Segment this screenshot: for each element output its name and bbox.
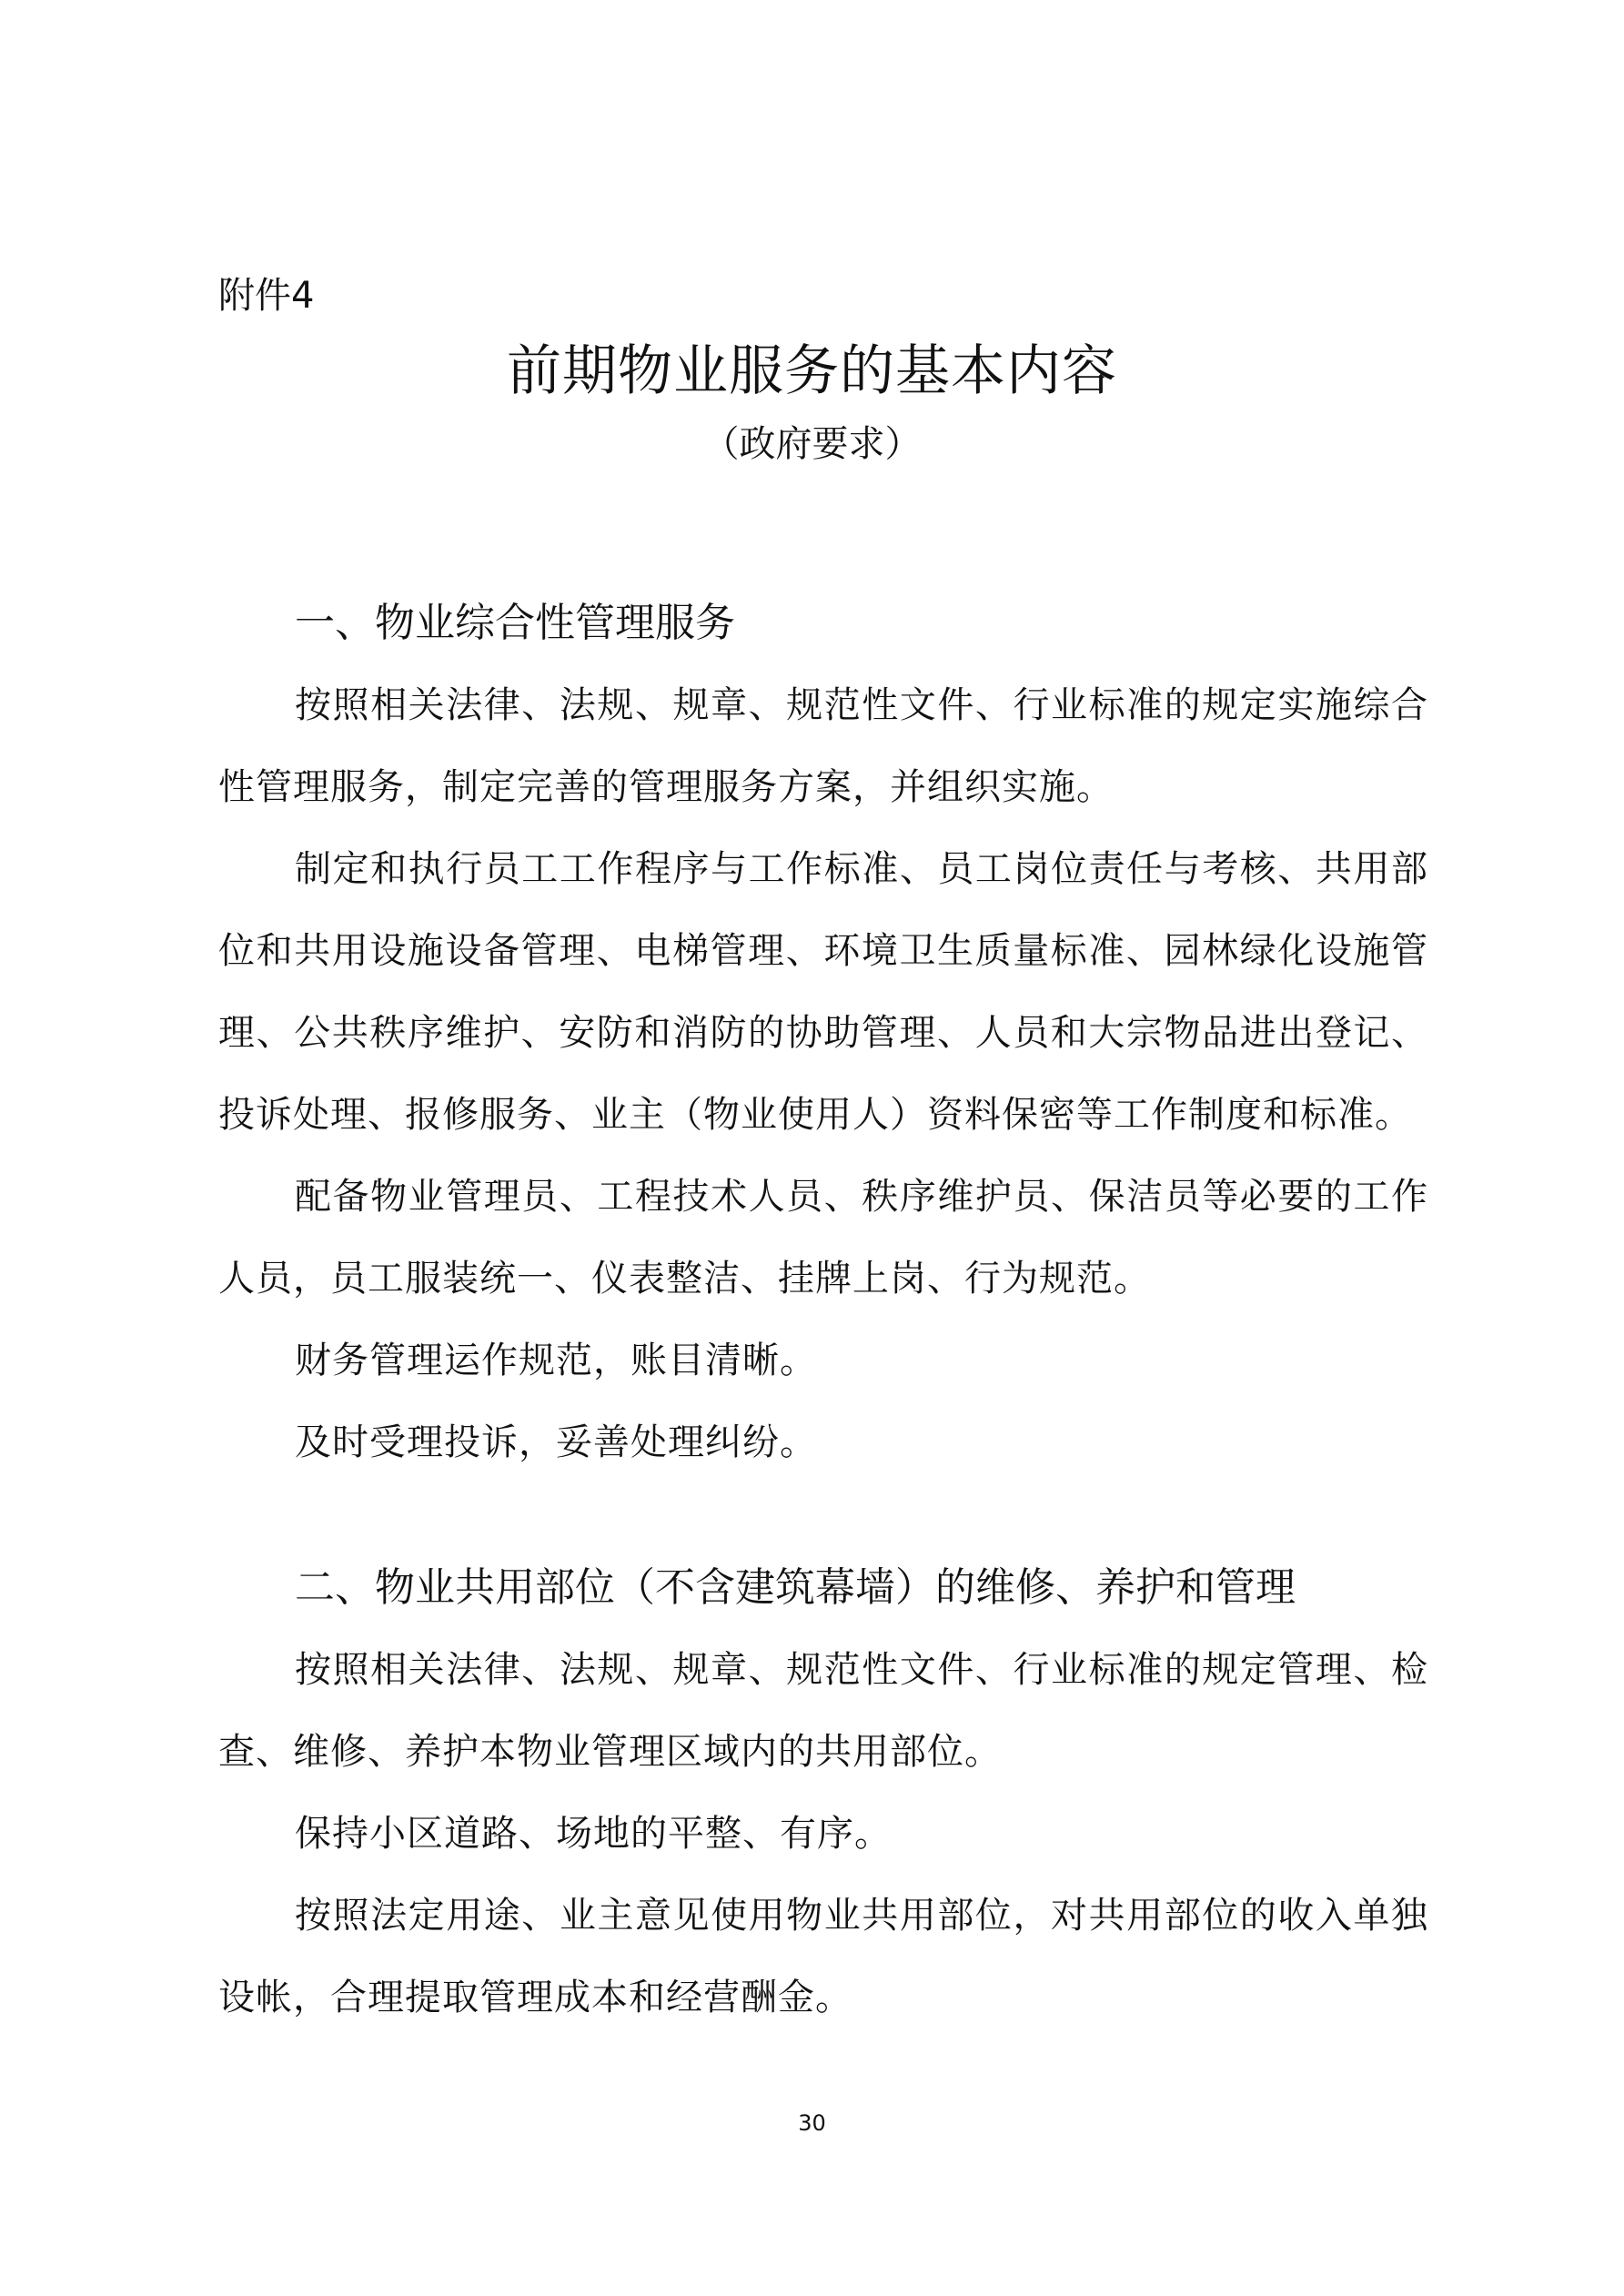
- document-subtitle: （政府要求）: [702, 423, 922, 465]
- section-1-paragraph: 按照相关法律、法规、规章、规范性文件、行业标准的规定实施综合性管理服务，制定完善的管理服务方案，并组织实施。: [218, 684, 1428, 808]
- section-1-paragraph: 财务管理运作规范，账目清晰。: [295, 1340, 817, 1381]
- document-body: [218, 582, 1428, 2038]
- section-1-paragraph: 配备物业管理员、工程技术人员、秩序维护员、保洁员等必要的工作人员，员工服装统一、仪表整洁、挂牌上岗、行为规范。: [218, 1176, 1428, 1300]
- section-1-paragraph: 及时受理投诉，妥善处理纠纷。: [295, 1421, 817, 1463]
- section-1-paragraph: 制定和执行员工工作程序与工作标准、员工岗位责任与考核、共用部位和共用设施设备管理、电梯管理、环境卫生质量标准、园林绿化设施管理、公共秩序维护、安防和消防的协助管理、人员和大宗物品进出登记、投诉处理、报修服务、业主（物业使用人）资料保密等工作制度和标准。: [218, 848, 1428, 1136]
- document-title: 前期物业服务的基本内容: [507, 339, 1117, 403]
- section-2-paragraph: 按照法定用途、业主意见使用物业共用部位，对共用部位的收入单独设帐，合理提取管理成本和经营酬金。: [218, 1895, 1428, 2018]
- section-1-heading: 一、物业综合性管理服务: [295, 600, 735, 646]
- section-gap: [218, 1483, 1428, 1547]
- page-number: 30: [798, 2110, 826, 2136]
- section-2-heading: 二、物业共用部位（不含建筑幕墙）的维修、养护和管理: [295, 1564, 1296, 1611]
- attachment-label: 附件4: [218, 275, 315, 317]
- section-2-paragraph: 按照相关法律、法规、规章、规范性文件、行业标准的规定管理、检查、维修、养护本物业管理区域内的共用部位。: [218, 1649, 1428, 1773]
- section-2-paragraph: 保持小区道路、场地的平整、有序。: [295, 1813, 892, 1855]
